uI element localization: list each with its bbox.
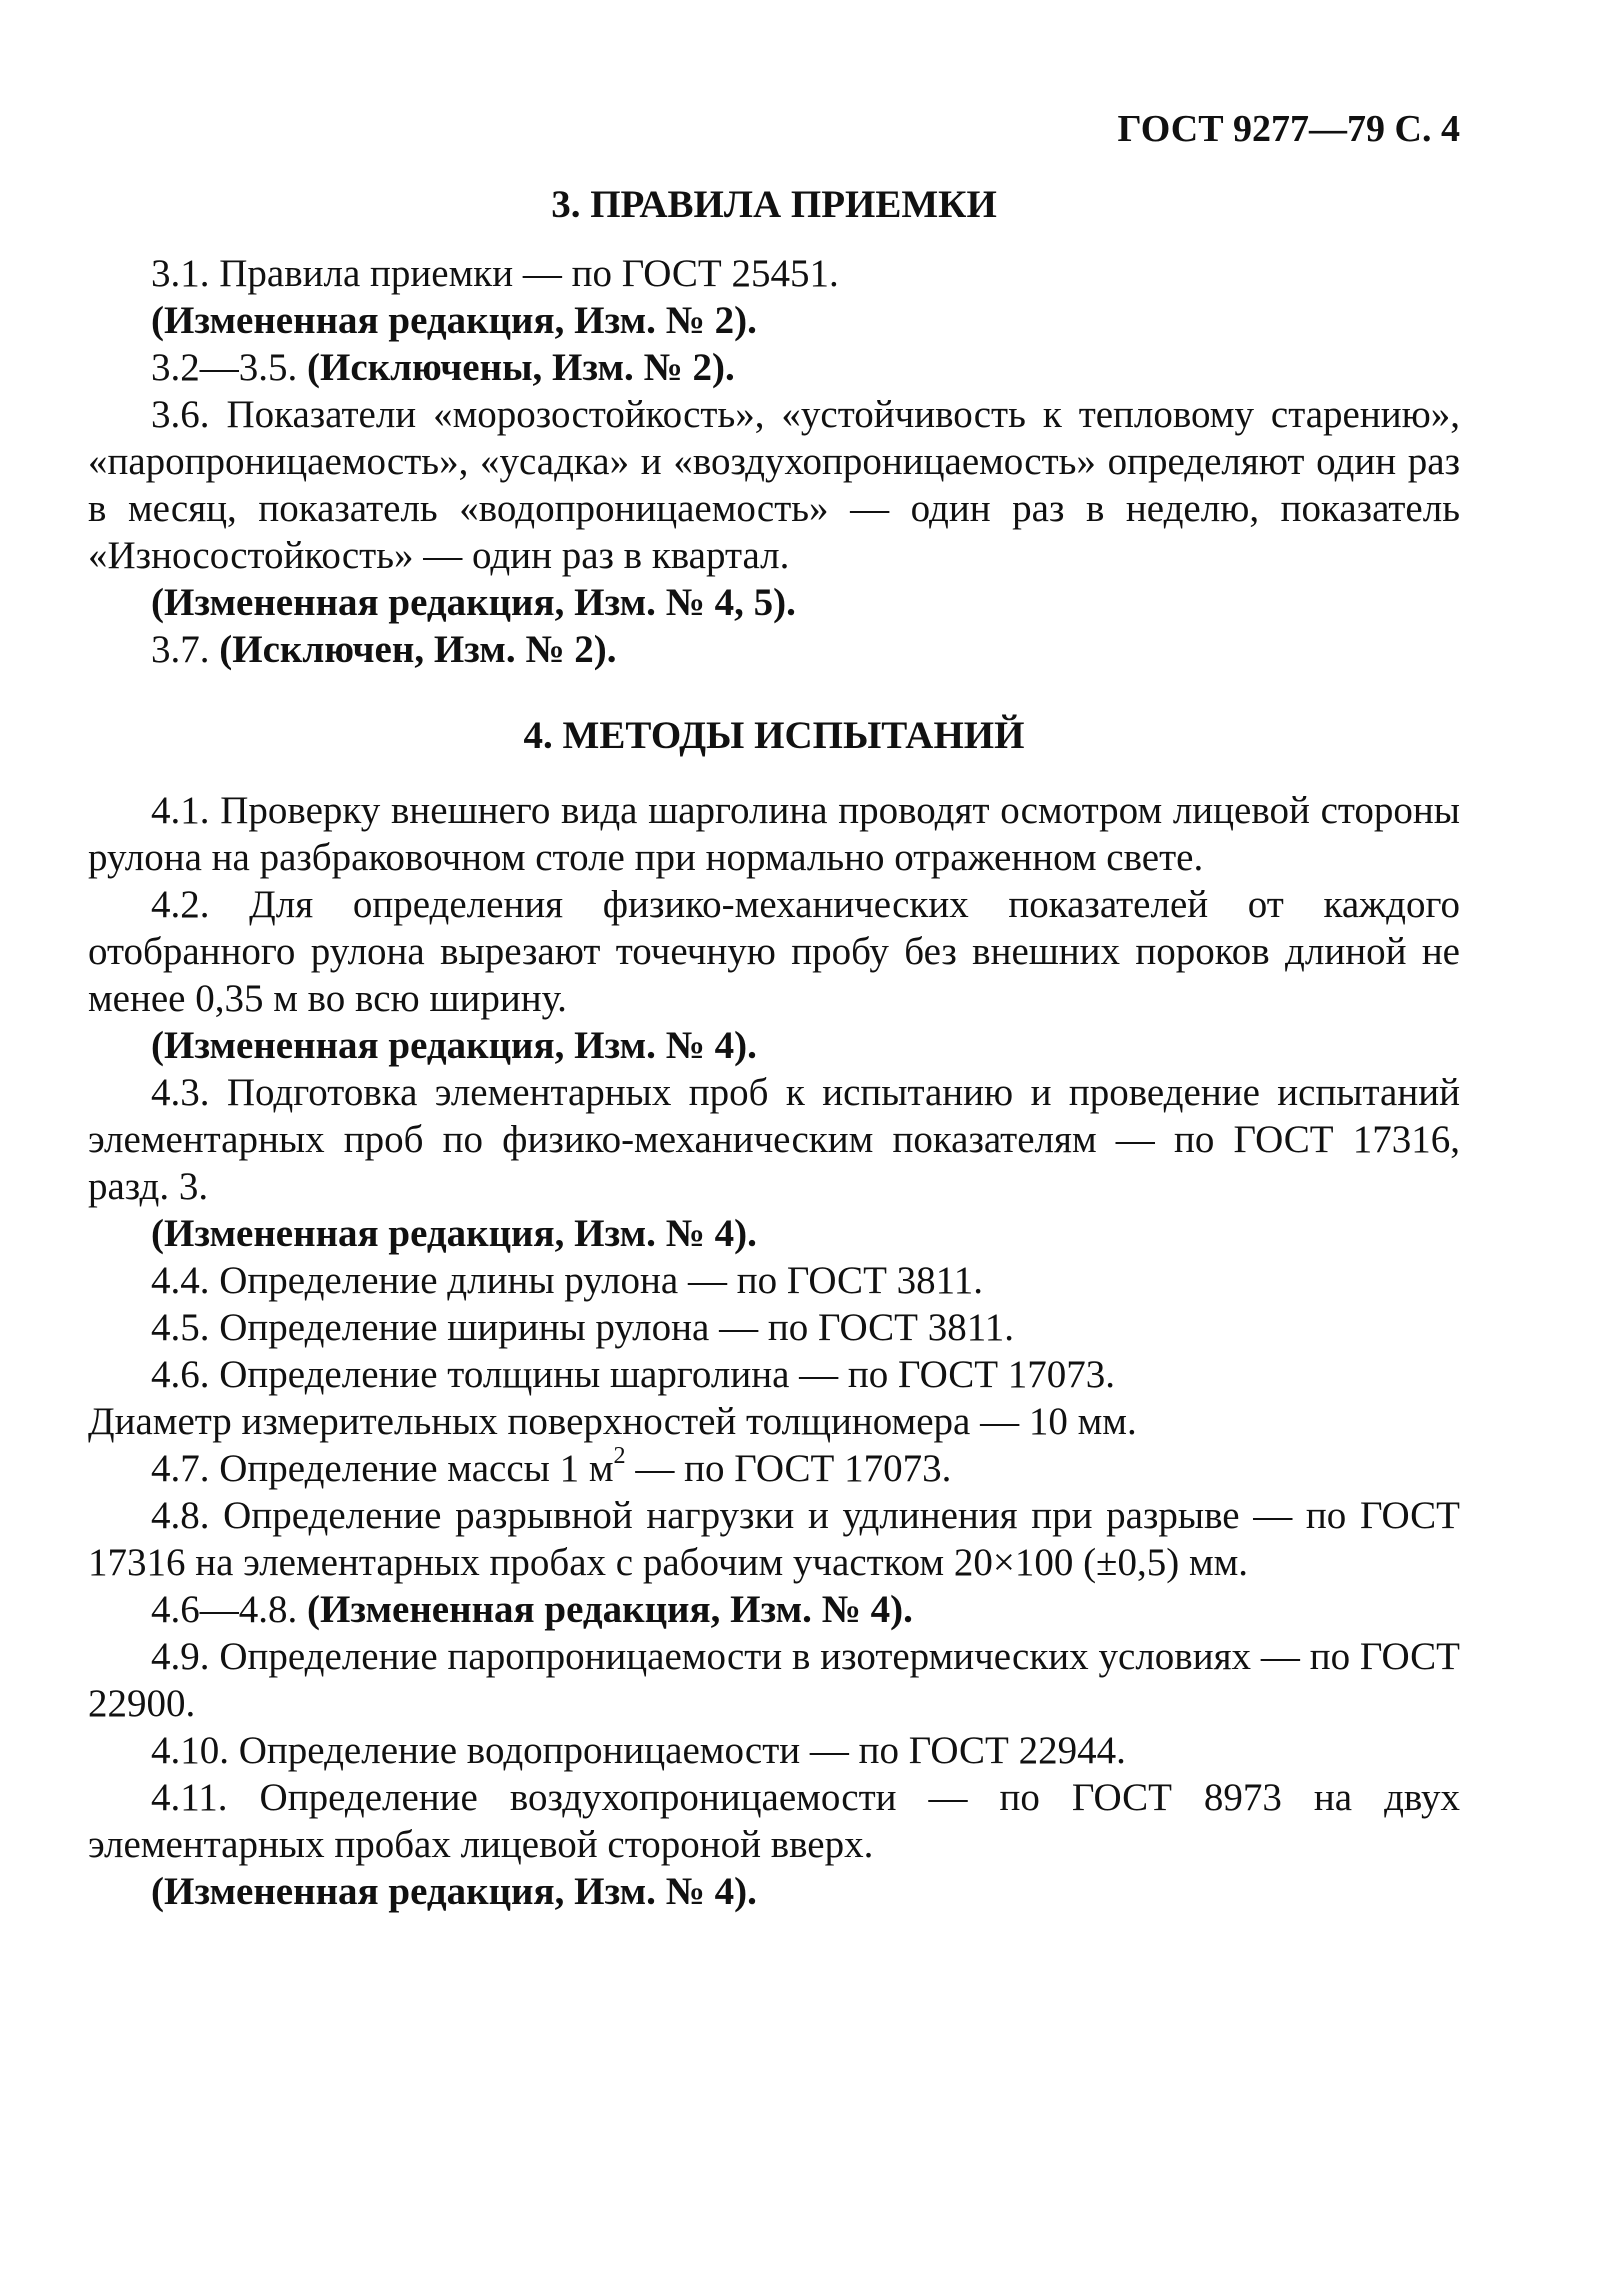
section-3-title: 3. ПРАВИЛА ПРИЕМКИ bbox=[551, 183, 997, 226]
clause-4-11-amendment-note: (Измененная редакция, Изм. № 4). bbox=[151, 1870, 757, 1913]
clause-3-1: 3.1. Правила приемки — по ГОСТ 25451. bbox=[151, 252, 839, 295]
superscript: 2 bbox=[613, 1441, 626, 1469]
clause-4-11: 4.11. Определение воздухопроницаемости — по ГОСТ 8973 на двух элементарных пробах лицевой стороной вверх. bbox=[88, 1776, 1460, 1866]
clause-4-7-ref: — по ГОСТ 17073. bbox=[625, 1447, 952, 1490]
clause-3-6-amendment-note: (Измененная редакция, Изм. № 4, 5). bbox=[151, 581, 796, 624]
amendment-note: (Исключены, Изм. № 2). bbox=[307, 346, 735, 389]
clause-4-2: 4.2. Для определения физико-механических показателей от каждого отобранного рулона вырезают точечную пробу без внешних пороков длиной не менее 0,35 м во всю ширину. bbox=[88, 883, 1460, 1020]
clause-3-7 bbox=[88, 626, 1460, 673]
clause-3-1-amendment-note: (Измененная редакция, Изм. № 2). bbox=[151, 299, 757, 342]
clause-number: 4.6—4.8. bbox=[151, 1588, 298, 1631]
clause-number: 3.2—3.5. bbox=[151, 346, 298, 389]
clause-4-8: 4.8. Определение разрывной нагрузки и удлинения при разрыве — по ГОСТ 17316 на элементарных пробах с рабочим участком 20×100 (±0,5) мм. bbox=[88, 1494, 1460, 1584]
clause-4-1: 4.1. Проверку внешнего вида шарголина проводят осмотром лицевой стороны рулона на разбраковочном столе при нормально отраженном свете. bbox=[88, 789, 1460, 879]
clause-4-6-4-8 bbox=[88, 1586, 1460, 1633]
clause-4-6-diameter: Диаметр измерительных поверхностей толщиномера — 10 мм. bbox=[88, 1400, 1137, 1443]
clause-3-2-3-5 bbox=[88, 344, 1460, 391]
document-page bbox=[88, 100, 1460, 1915]
clause-4-7 bbox=[88, 1441, 1460, 1492]
section-4-title: 4. МЕТОДЫ ИСПЫТАНИЙ bbox=[523, 714, 1025, 757]
clause-4-7-text: 4.7. Определение массы 1 м bbox=[151, 1447, 614, 1490]
amendment-note: (Измененная редакция, Изм. № 4). bbox=[307, 1588, 913, 1631]
clause-4-9: 4.9. Определение паропроницаемости в изотермических условиях — по ГОСТ 22900. bbox=[88, 1635, 1460, 1725]
clause-4-10: 4.10. Определение водопроницаемости — по ГОСТ 22944. bbox=[151, 1729, 1126, 1772]
clause-3-6: 3.6. Показатели «морозостойкость», «устойчивость к тепловому старению», «паропроницаемость», «усадка» и «воздухопроницаемость» определяют один раз в месяц, показатель «водопроницаемость» — один раз в неделю, показатель «Износостойкость» — один раз в квартал. bbox=[88, 393, 1460, 577]
clause-4-4: 4.4. Определение длины рулона — по ГОСТ 3811. bbox=[151, 1259, 983, 1302]
clause-4-5: 4.5. Определение ширины рулона — по ГОСТ 3811. bbox=[151, 1306, 1015, 1349]
clause-number: 3.7. bbox=[151, 628, 210, 671]
clause-4-3: 4.3. Подготовка элементарных проб к испытанию и проведение испытаний элементарных проб по физико-механическим показателям — по ГОСТ 17316, разд. 3. bbox=[88, 1071, 1460, 1208]
clause-4-3-amendment-note: (Измененная редакция, Изм. № 4). bbox=[151, 1212, 757, 1255]
page-header: ГОСТ 9277—79 С. 4 bbox=[1117, 108, 1460, 150]
clause-4-6: 4.6. Определение толщины шарголина — по ГОСТ 17073. bbox=[151, 1353, 1116, 1396]
clause-4-2-amendment-note: (Измененная редакция, Изм. № 4). bbox=[151, 1024, 757, 1067]
amendment-note: (Исключен, Изм. № 2). bbox=[219, 628, 617, 671]
